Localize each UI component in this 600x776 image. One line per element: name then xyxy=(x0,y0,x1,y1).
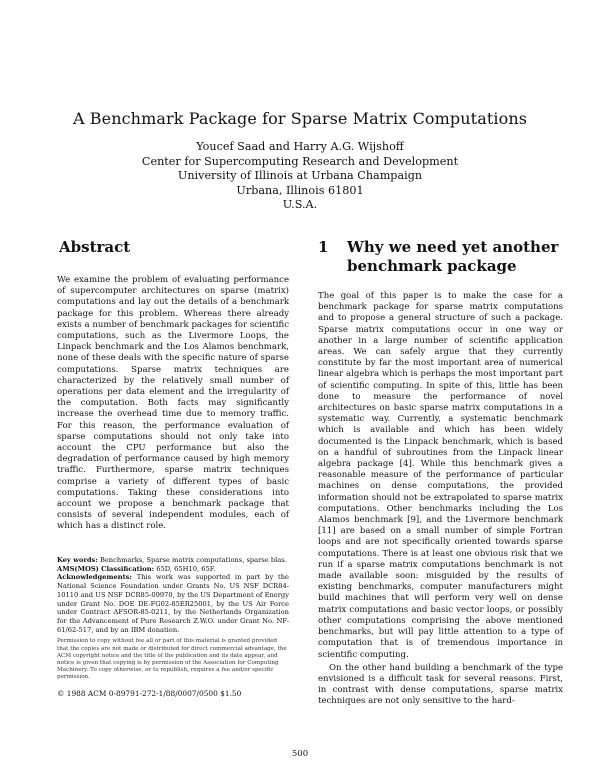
permission-notice: Permission to copy without fee all or part of this material is granted provided that the copies are not made or distributed for direct commercial advantage, the ACM copyright notice and the title of the publication and its date appear, and notice is given that copying is by permission of the Association for Computing Machinery. To copy otherwise, or to republish, requires a fee and/or specific permission. xyxy=(57,638,287,681)
section-title: Why we need yet another benchmark package xyxy=(347,238,559,275)
section-paragraph-2: On the other hand building a benchmark of the type envisioned is a difficult task for several reasons. First, in contrast with dense computations, sparse matrix techniques are not only sensitive to the hard- xyxy=(318,662,563,707)
copyright-line: © 1988 ACM 0-89791-272-1/88/0007/0500 $1.50 xyxy=(57,688,242,698)
keywords-text: Benchmarks, Sparse matrix computations, sparse blas. xyxy=(99,556,287,564)
ack-label: Acknowledgements: xyxy=(57,573,132,582)
ams-label: AMS(MOS) Classification: xyxy=(57,564,155,573)
page-number: 500 xyxy=(291,749,309,759)
acknowledgements xyxy=(57,573,289,634)
author-affiliation: Center for Supercomputing Research and Development xyxy=(141,154,459,168)
section-number: 1 xyxy=(318,238,329,256)
section-heading xyxy=(318,238,563,276)
author-block xyxy=(0,140,600,213)
left-column xyxy=(57,238,289,533)
footnote-area xyxy=(57,556,289,698)
author-names: Youcef Saad and Harry A.G. Wijshoff xyxy=(196,140,404,153)
right-column xyxy=(318,238,563,708)
abstract-text: We examine the problem of evaluating performance of supercomputer architectures on sparse (matrix) computations and lay out the details of a benchmark package for this problem. Whereas there already exists a number of benchmark packages for scientific computations, such as the Livermore Loops, the Linpack benchmark and the Los Alamos benchmark, none of these deals with the specific nature of sparse computations. Sparse matrix techniques are characterized by the relatively small number of operations per data element and the irregularity of the computation. Both facts may significantly increase the overhead time due to memory traffic. For this reason, the performance evaluation of sparse computations should not only take into account the CPU performance but also the degradation of performance caused by high memory traffic. Furthermore, sparse matrix techniques comprise a variety of different types of basic computations. Taking these considerations into account we propose a benchmark package that consists of several independent modules, each of which has a distinct role. xyxy=(57,275,289,532)
ack-text: This work was supported in part by the National Science Foundation under Grants No. US NSF DCR84-10110 and US NSF DCR85-09970, by the US Department of Energy under Grant No. DOE DE-FG02-85ER25001, by the US Air Force under Contract AFSOR-85-0211, by the Netherlands Organization for the Advancement of Pure Research Z.W.O. under Grant No. NF-61/62-517, and by an IBM donation. xyxy=(57,573,289,634)
ams-line xyxy=(57,565,289,574)
author-university: University of Illinois at Urbana Champaign xyxy=(177,169,423,183)
author-city: Urbana, Illinois 61801 xyxy=(236,183,364,197)
keywords-label: Key words: xyxy=(57,556,98,564)
abstract-heading: Abstract xyxy=(59,238,131,256)
author-country: U.S.A. xyxy=(282,198,318,212)
ams-text: 65D, 65H10, 65F. xyxy=(156,564,216,573)
section-paragraph-1: The goal of this paper is to make the case for a benchmark package for sparse matrix computations and to propose a general structure of such a package. Sparse matrix computations occur in one way or another in a large number of scientific application areas. We can safely argue that they currently constitute by far the most important area of numerical linear algebra which is perhaps the most important part of scientific computing. In spite of this, little has been done to measure the performance of novel architectures on basic sparse matrix computations in a systematic way. Currently, a systematic benchmark which is available and which has been widely documented is the Linpack benchmark, which is based on a handful of subroutines from the Linpack linear algebra package [4]. While this benchmark gives a reasonable measure of the performance of particular machines on dense computations, the provided information should not be extrapolated to sparse matrix computations. Other benchmarks including the Los Alamos benchmark [9], and the Livermore benchmark [11] are based on a small number of simple Fortran loops and are not specifically oriented towards sparse computations. There is at least one obvious risk that we run if a sparse matrix computations benchmark is not made available soon: misguided by the results of existing benchmarks, computer manufacturers might build machines that will perform very well on dense matrix computations and basic vector loops, or possibly other computations comprising the above mentioned benchmarks, but will pay little attention to a type of computation that is of tremendous importance in scientific computing. xyxy=(318,291,563,660)
paper-title: A Benchmark Package for Sparse Matrix Computations xyxy=(72,109,528,128)
keywords-line xyxy=(57,556,289,565)
